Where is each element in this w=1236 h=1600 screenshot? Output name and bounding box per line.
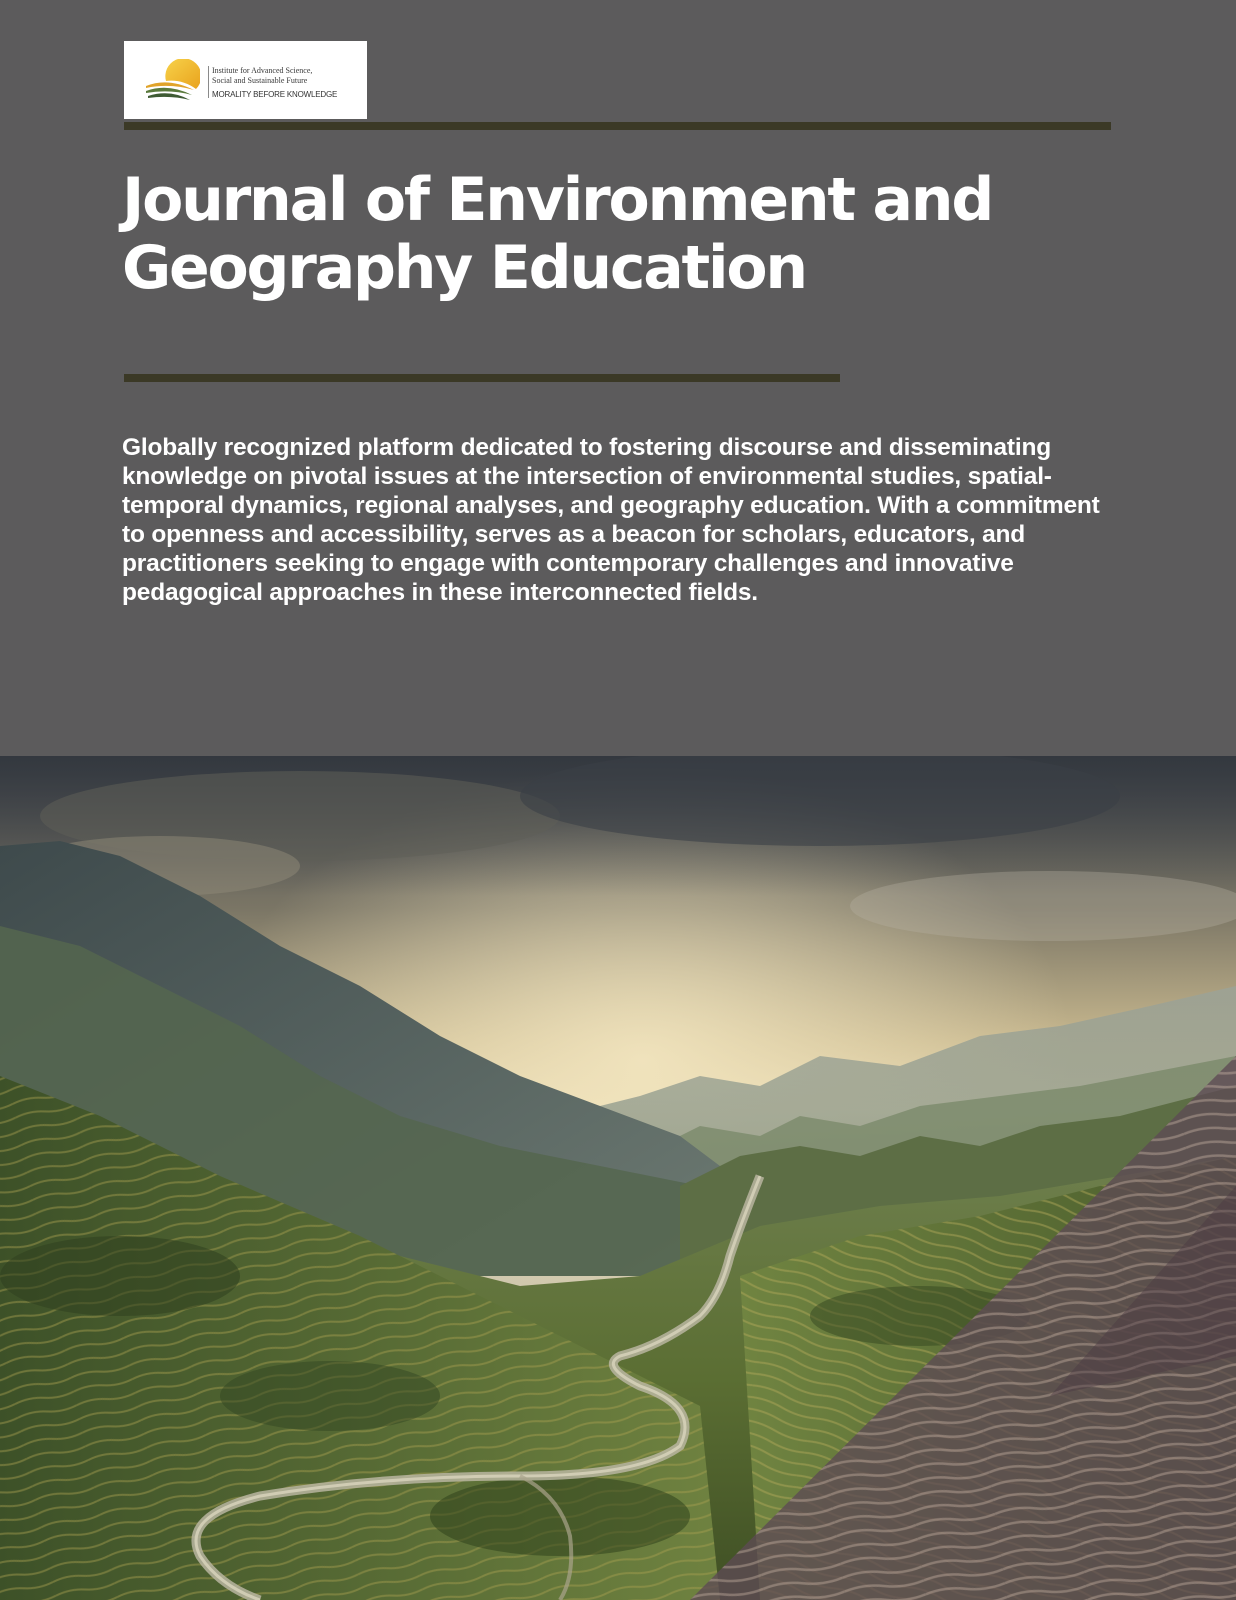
logo-divider (208, 66, 209, 98)
landscape-illustration (0, 756, 1236, 1600)
top-divider-rule (124, 122, 1111, 130)
journal-description: Globally recognized platform dedicated to fostering discourse and disseminating knowledge on pivotal issues at the intersection of environmental studies, spatial-temporal dynamics, regional analyses, and geography education. With a commitment to openness and accessibility, serves as a beacon for scholars, educators, and practitioners seeking to engage with contemporary challenges and innovative pedagogical approaches in these interconnected fields. (122, 434, 1100, 606)
journal-title-line-1: Journal of Environment and (122, 165, 993, 235)
mountain-valley-rice-terraces-photo (0, 756, 1236, 1600)
sunrise-landscape-logo-icon (144, 59, 200, 103)
institute-logo (124, 41, 367, 119)
middle-divider-rule (124, 374, 840, 382)
institute-motto: MORALITY BEFORE KNOWLEDGE (212, 90, 338, 99)
journal-title (122, 166, 1122, 302)
institute-name-line-1: Institute for Advanced Science, (212, 66, 313, 75)
journal-title-line-2: Geography Education (122, 233, 806, 303)
institute-name-line-2: Social and Sustainable Future (212, 76, 308, 85)
